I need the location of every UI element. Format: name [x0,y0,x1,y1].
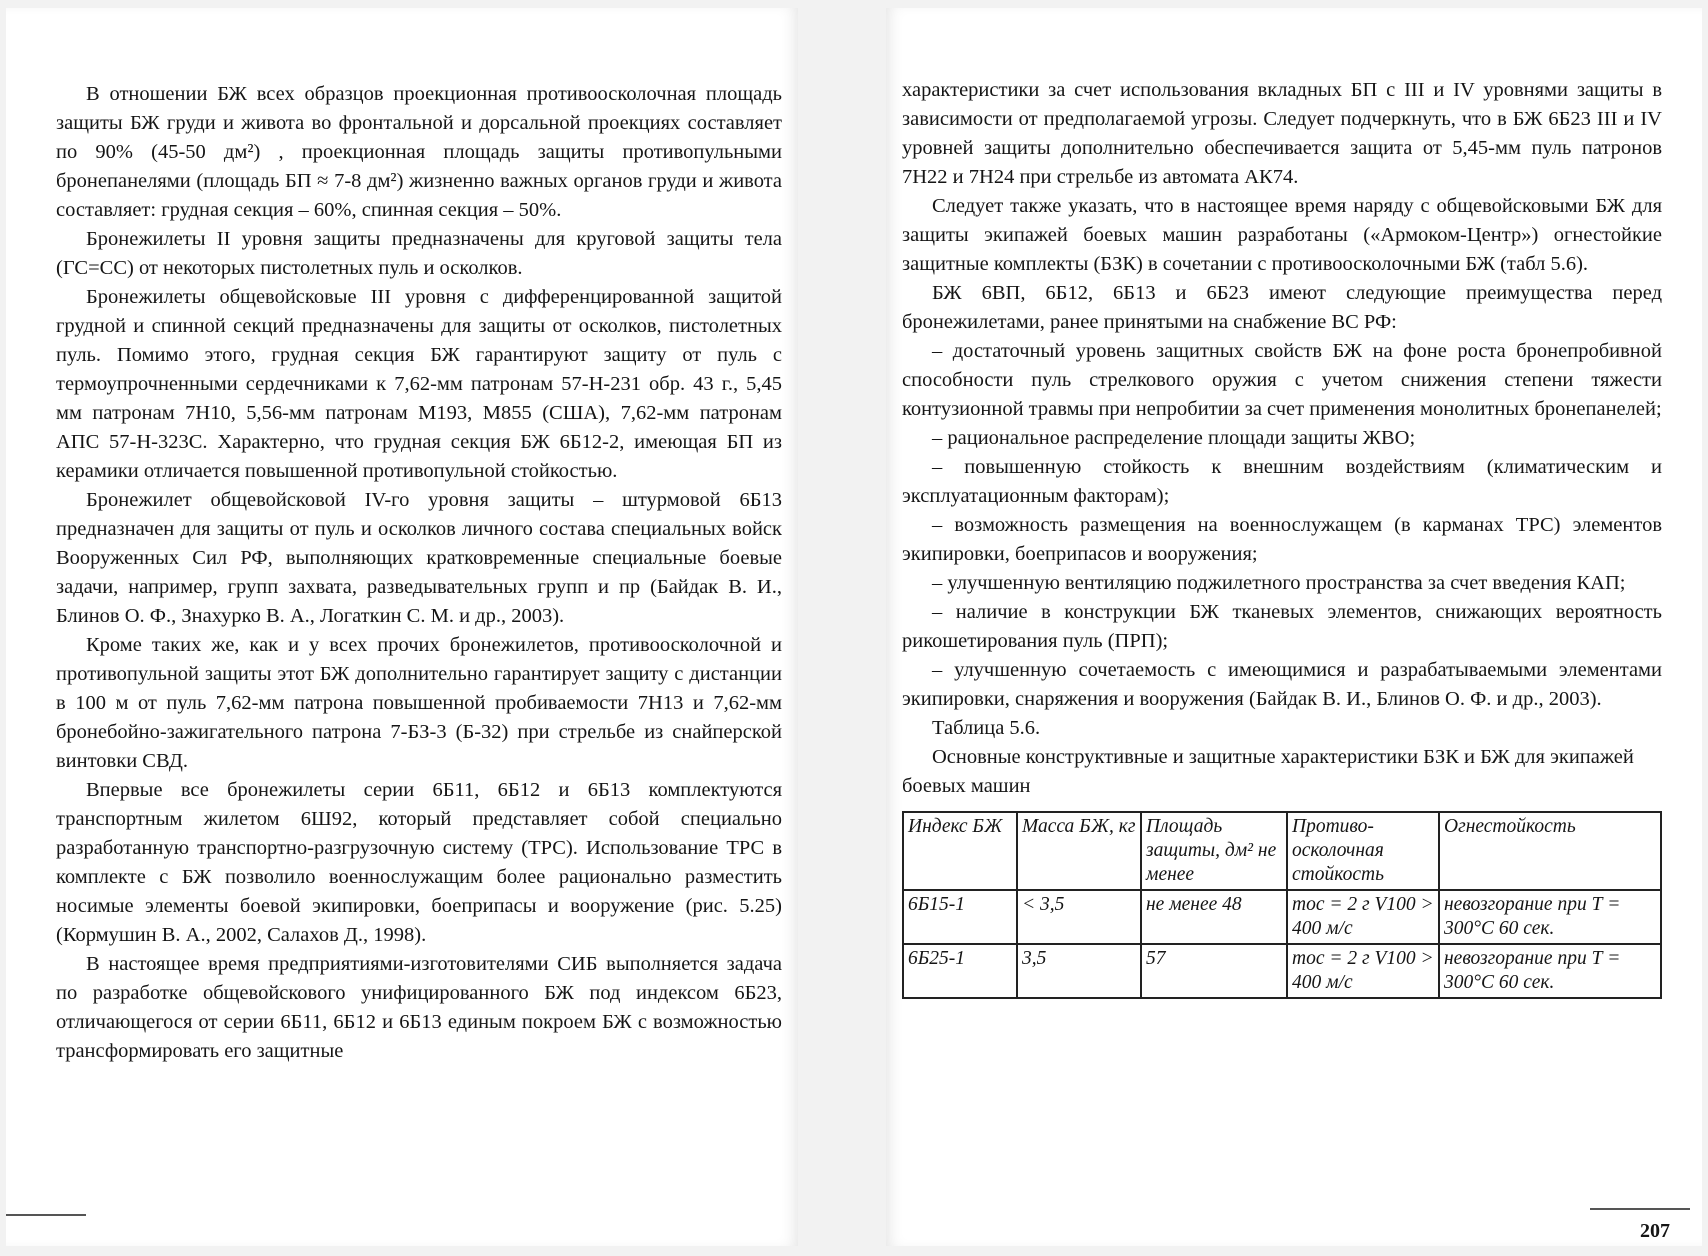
paragraph: В настоящее время предприятиями-изготовителями СИБ выполняется задача по разработке общевойскового унифицированного БЖ под индексом 6Б23, отличающегося от серии 6Б11, 6Б12 и 6Б13 единым покроем БЖ с возможностью трансформировать его защитные [56,953,782,1062]
table-cell: mос = 2 г V100 > 400 м/с [1287,944,1439,998]
footer-rule [6,1214,86,1216]
header-cell: Масса БЖ, кг [1017,812,1141,890]
paragraph: В отношении БЖ всех образцов проекционная противоосколочная площадь защиты БЖ груди и живота во фронтальной и дорсальной проекциях составляет по 90% (45-50 дм²) , проекционная площадь защиты противопульными бронепанелями (площадь БП ≈ 7-8 дм²) жизненно важных органов груди и живота составляет: грудная секция – 60%, спинная секция – 50%. [56,83,782,221]
table-header-row [903,812,1661,890]
table-cell: 6Б25-1 [903,944,1017,998]
table-cell: 3,5 [1017,944,1141,998]
left-page-text [56,80,782,1066]
table-cell: 6Б15-1 [903,890,1017,944]
table-row [903,944,1661,998]
paragraph: характеристики за счет использования вкладных БП с III и IV уровнями защиты в зависимости от предполагаемой угрозы. Следует подчеркнуть, что в БЖ 6Б23 III и IV уровней защиты дополнительно обеспечивается защита от 5,45-мм пуль патронов 7Н22 и 7Н24 при стрельбе из автомата АК74. [902,79,1662,188]
paragraph: Бронежилеты II уровня защиты предназначены для круговой защиты тела (ГС=СС) от некоторых пистолетных пуль и осколков. [56,228,782,279]
header-cell: Площадь защиты, дм² не менее [1141,812,1287,890]
table-row [903,890,1661,944]
table-caption: Таблица 5.6. [932,717,1041,739]
list-item: – улучшенную сочетаемость с имеющимися и разрабатываемыми элементами экипировки, снаряжения и вооружения (Байдак В. И., Блинов О. Ф. и др., 2003). [902,659,1662,710]
table-cell: невозгорание при Т = 300°С 60 сек. [1439,890,1661,944]
list-item: – возможность размещения на военнослужащем (в карманах ТРС) элементов экипировки, боеприпасов и вооружения; [902,514,1662,565]
right-page-text [902,76,1662,999]
paragraph: Следует также указать, что в настоящее время наряду с общевойсковыми БЖ для защиты экипажей боевых машин разработаны («Армоком-Центр») огнестойкие защитные комплекты (БЗК) в сочетании с противоосколочными БЖ (табл 5.6). [902,195,1662,275]
footer-rule [1590,1208,1690,1210]
header-cell: Огнестойкость [1439,812,1661,890]
table-cell: 57 [1141,944,1287,998]
paragraph: Бронежилеты общевойсковые III уровня с дифференцированной защитой грудной и спинной секций предназначены для защиты от осколков, пистолетных пуль. Помимо этого, грудная секция БЖ гарантируют защиту от пуль с термоупрочненными сердечниками к 7,62-мм патронам 57-Н-231 обр. 43 г., 5,45 мм патронам 7Н10, 5,56-мм патронам М193, М855 (США), 7,62-мм патронам АПС 57-Н-323С. Характерно, что грудная секция БЖ 6Б12-2, имеющая БП из керамики отличается повышенной противопульной стойкостью. [56,286,782,482]
paragraph: Впервые все бронежилеты серии 6Б11, 6Б12 и 6Б13 комплектуются транспортным жилетом 6Ш92, который представляет собой специально разработанную транспортно-разгрузочную систему (ТРС). Использование ТРС в комплекте с БЖ позволило военнослужащим более рационально разместить носимые элементы боевой экипировки, боеприпасы и вооружение (рис. 5.25) (Кормушин В. А., 2002, Салахов Д., 1998). [56,779,782,946]
paragraph: Бронежилет общевойсковой IV-го уровня защиты – штурмовой 6Б13 предназначен для защиты от пуль и осколков личного состава специальных войск Вооруженных Сил РФ, выполняющих кратковременные специальные боевые задачи, например, групп захвата, разведывательных групп и пр (Байдак В. И., Блинов О. Ф., Знахурко В. А., Логаткин С. М. и др., 2003). [56,489,782,627]
list-item: – повышенную стойкость к внешним воздействиям (климатическим и эксплуатационным факторам); [902,456,1662,507]
list-item: – улучшенную вентиляцию поджилетного пространства за счет введения КАП; [932,572,1626,594]
list-item: – достаточный уровень защитных свойств БЖ на фоне роста бронепробивной способности пуль стрелкового оружия с учетом снижения степени тяжести контузионной травмы при непробитии за счет применения монолитных бронепанелей; [902,340,1662,420]
page-number: 207 [1640,1220,1670,1242]
table-cell: невозгорание при Т = 300°С 60 сек. [1439,944,1661,998]
table-cell: mос = 2 г V100 > 400 м/с [1287,890,1439,944]
paragraph: БЖ 6ВП, 6Б12, 6Б13 и 6Б23 имеют следующие преимущества перед бронежилетами, ранее принятыми на снабжение ВС РФ: [902,282,1662,333]
header-cell: Противо-осколочная стойкость [1287,812,1439,890]
left-page [6,8,798,1246]
table-cell: не менее 48 [1141,890,1287,944]
spec-table [902,811,1662,999]
list-item: – рациональное распределение площади защиты ЖВО; [932,427,1416,449]
table-cell: < 3,5 [1017,890,1141,944]
list-item: – наличие в конструкции БЖ тканевых элементов, снижающих вероятность рикошетирования пуль (ПРП); [902,601,1662,652]
header-cell: Индекс БЖ [903,812,1017,890]
table-title: Основные конструктивные и защитные характеристики БЗК и БЖ для экипажей боевых машин [902,746,1634,797]
paragraph: Кроме таких же, как и у всех прочих бронежилетов, противоосколочной и противопульной защиты этот БЖ дополнительно гарантирует защиту с дистанции в 100 м от пуль 7,62-мм патрона повышенной пробиваемости 7Н13 и 7,62-мм бронебойно-зажигательного патрона 7-БЗ-3 (Б-32) при стрельбе из снайперской винтовки СВД. [56,634,782,772]
right-page [886,8,1702,1246]
